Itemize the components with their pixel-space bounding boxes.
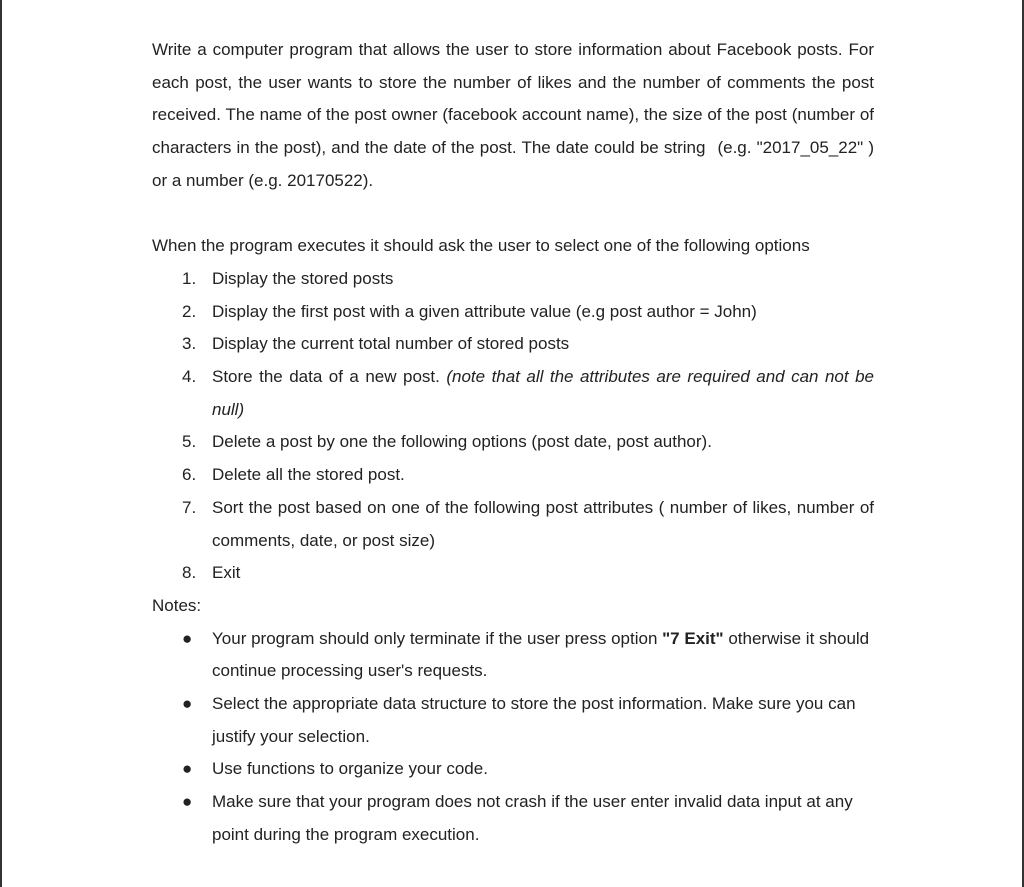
option-number: 2.	[182, 301, 197, 321]
note-emphasis: "7 Exit"	[662, 628, 724, 648]
bullet-icon: ●	[182, 759, 193, 779]
intro-paragraph-text: Write a computer program that allows the user to store information about Facebook posts. For each post, the user wants to store the number of likes and the number of comments the post received. The name of the post owner (facebook account name), the size of the post (number of characters in the post), and the date of the post. The date could be string	[152, 40, 874, 158]
document-body	[152, 34, 874, 852]
option-number: 7.	[182, 497, 197, 517]
option-item-1	[152, 263, 874, 296]
option-text: Exit	[212, 563, 241, 583]
note-item-4	[152, 786, 874, 851]
bullet-icon: ●	[182, 694, 193, 714]
note-text: Your program should only terminate if the user press option	[212, 628, 663, 648]
intro-paragraph	[152, 34, 874, 198]
option-note: (note that all the attributes are required and can not be null)	[212, 367, 874, 419]
note-text: Select the appropriate data structure to store the post information. Make sure you can justify your selection.	[212, 694, 856, 746]
option-item-3	[152, 328, 874, 361]
note-item-3	[152, 753, 874, 786]
option-text: Store the data of a new post.	[212, 367, 447, 387]
option-text: Display the current total number of stored posts	[212, 334, 570, 354]
option-number: 1.	[182, 268, 197, 288]
note-text: Make sure that your program does not crash if the user enter invalid data input at any point during the program execution.	[212, 792, 853, 844]
option-text: Display the first post with a given attribute value (e.g post author = John)	[212, 301, 757, 321]
note-item-2	[152, 688, 874, 753]
option-number: 3.	[182, 334, 197, 354]
bullet-icon: ●	[182, 792, 193, 812]
option-item-4	[152, 361, 874, 426]
option-item-8	[152, 557, 874, 590]
option-item-5	[152, 426, 874, 459]
option-item-2	[152, 296, 874, 329]
bullet-icon: ●	[182, 628, 193, 648]
intro-paragraph-date-example: (e.g. "2017_05_22" ) or a number (e.g. 20170522).	[152, 138, 874, 190]
option-item-7	[152, 492, 874, 557]
notes-heading: Notes:	[152, 595, 202, 615]
option-item-6	[152, 459, 874, 492]
note-text: Use functions to organize your code.	[212, 759, 488, 779]
options-list	[152, 263, 874, 590]
option-number: 5.	[182, 432, 197, 452]
option-number: 8.	[182, 563, 197, 583]
option-text: Sort the post based on one of the following post attributes ( number of likes, number of comments, date, or post size)	[212, 497, 874, 550]
notes-list	[152, 623, 874, 852]
option-text: Delete all the stored post.	[212, 465, 405, 485]
page-left-edge	[0, 0, 2, 887]
option-number: 6.	[182, 465, 197, 485]
option-number: 4.	[182, 367, 197, 387]
option-text: Display the stored posts	[212, 268, 394, 288]
note-text-continued: otherwise it should continue processing user's requests.	[212, 628, 870, 681]
options-intro: When the program executes it should ask the user to select one of the following options	[152, 236, 810, 256]
note-item-1	[152, 623, 874, 688]
option-text: Delete a post by one the following options (post date, post author).	[212, 432, 712, 452]
